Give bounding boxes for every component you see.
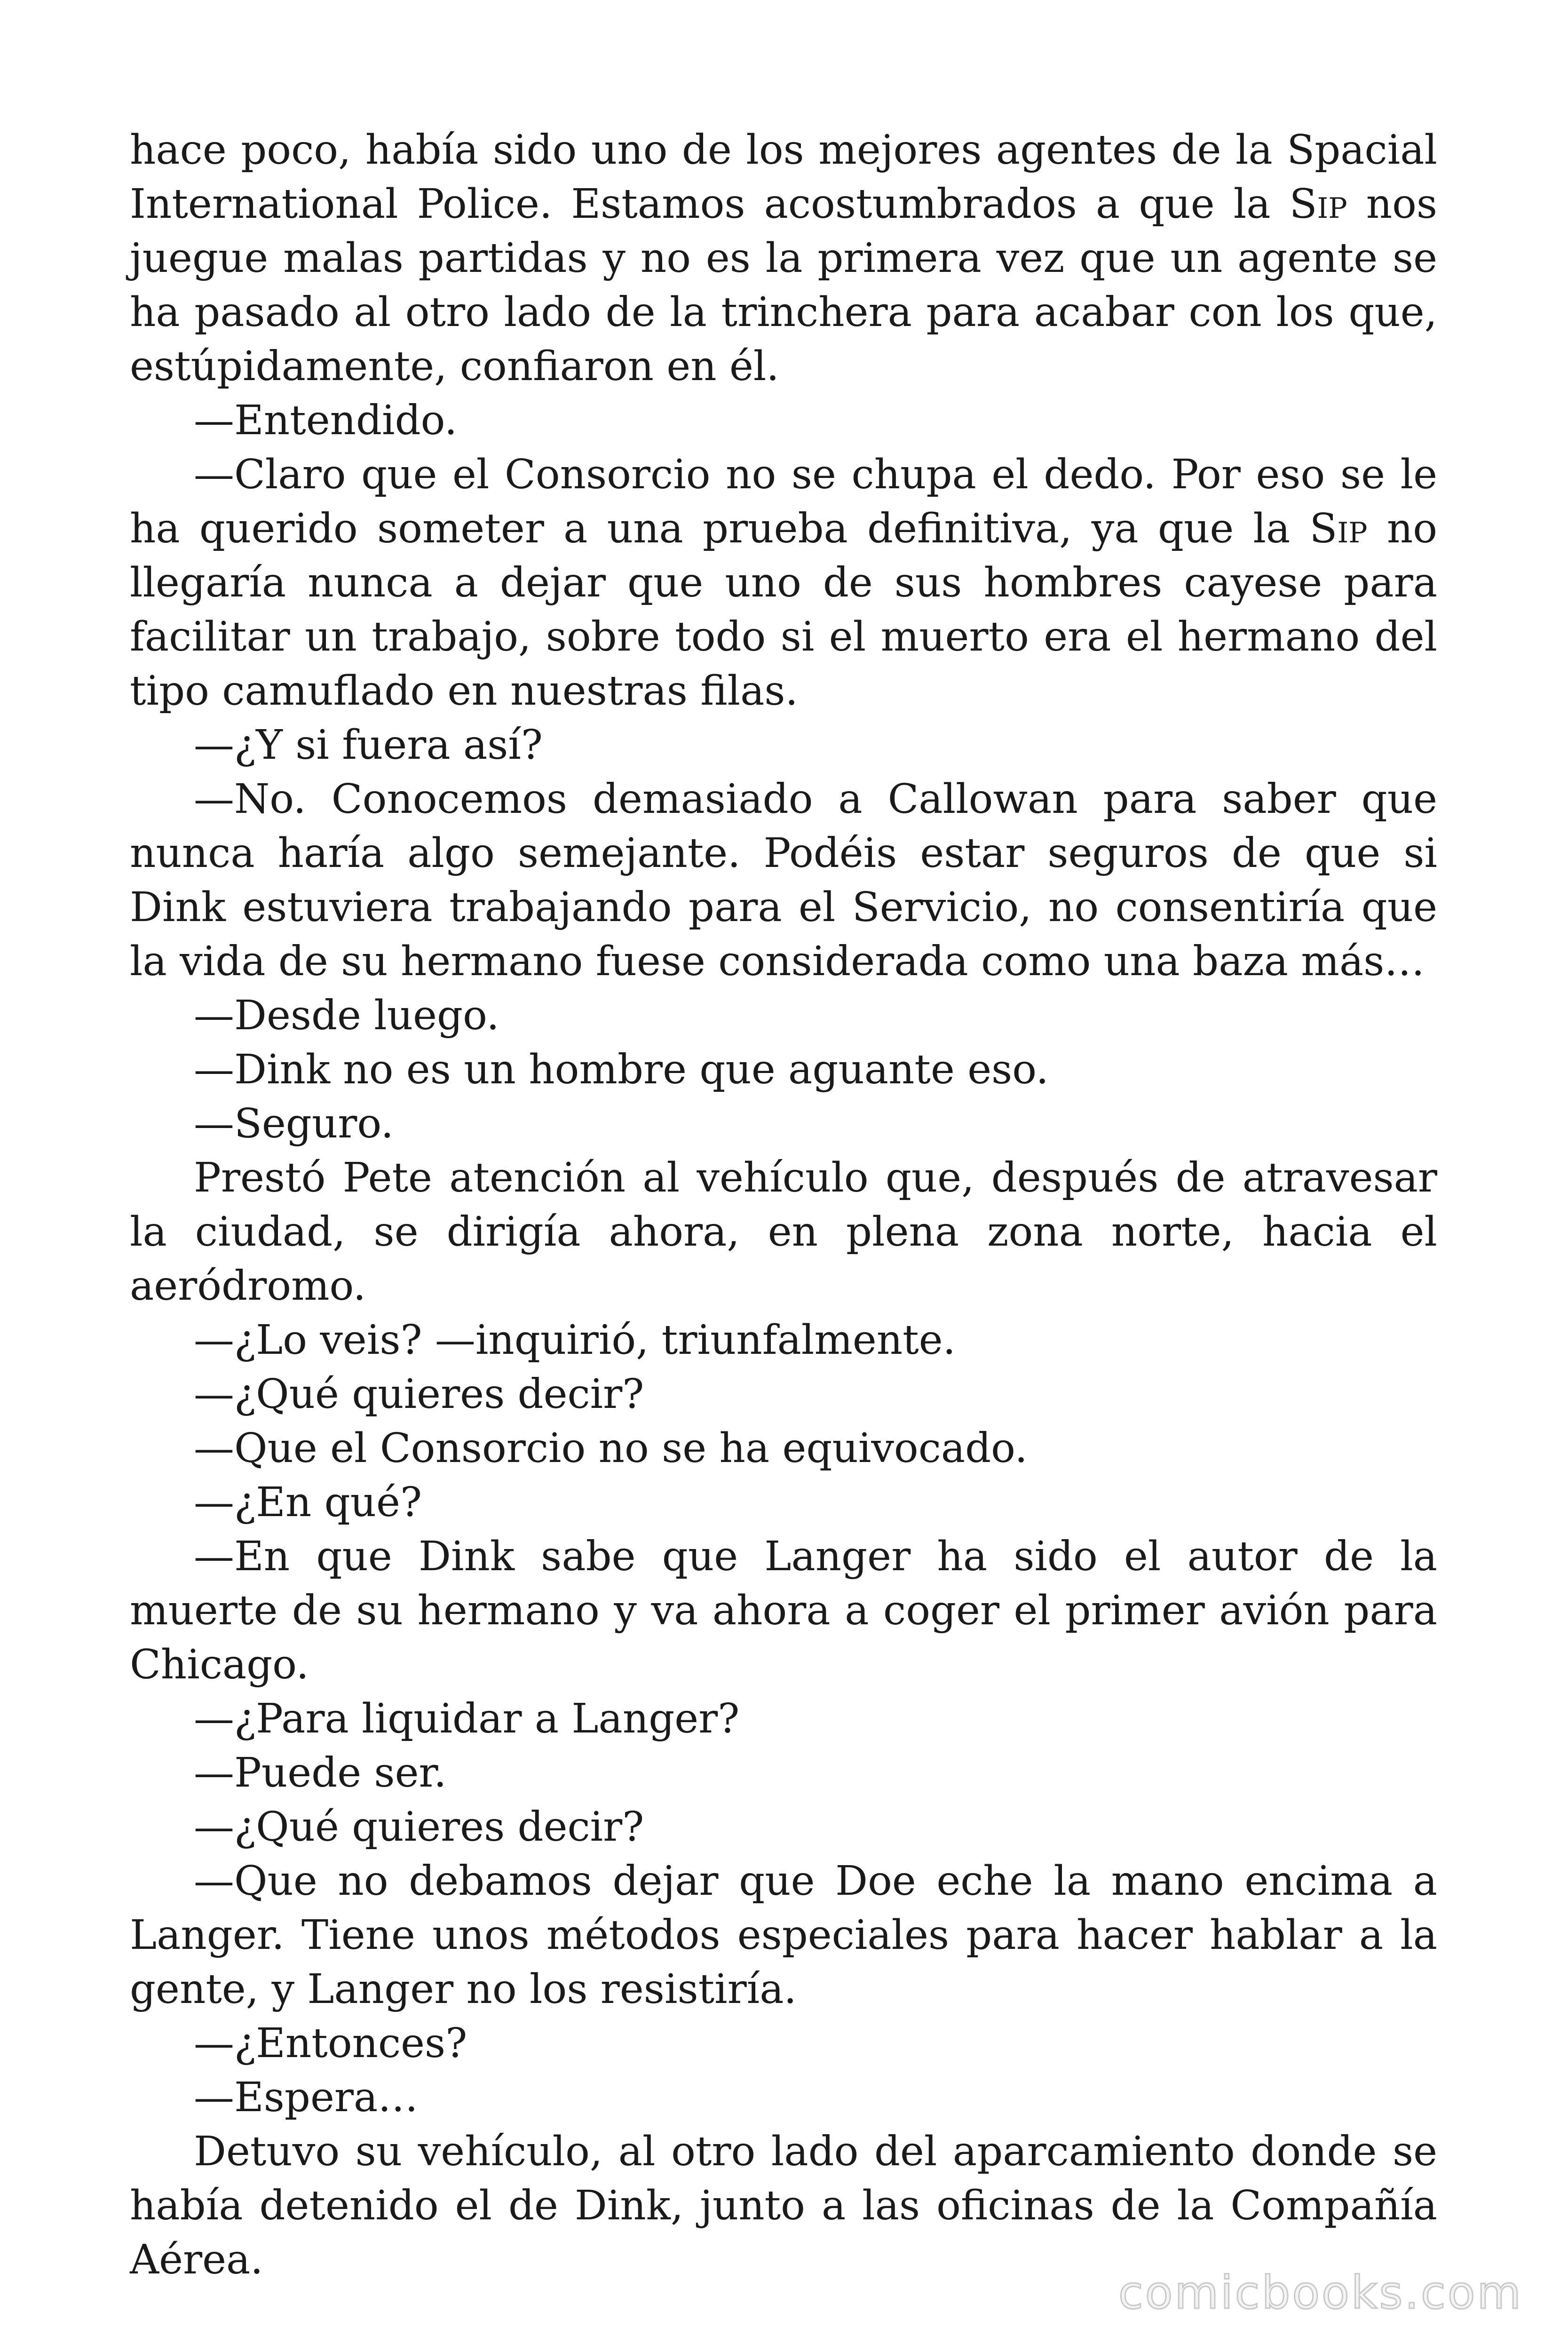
- paragraph: —¿En qué?: [194, 1479, 422, 1526]
- paragraph: —Entendido.: [194, 397, 458, 444]
- paragraph: —¿Entonces?: [194, 2020, 467, 2067]
- paragraph: —Dink no es un hombre que aguante eso.: [194, 1046, 1049, 1093]
- watermark: comicbooks.com: [1118, 2266, 1523, 2319]
- body-text: [130, 123, 1437, 2287]
- paragraph: —Puede ser.: [194, 1749, 447, 1796]
- paragraph: —Seguro.: [194, 1100, 394, 1147]
- paragraph: —Que el Consorcio no se ha equivocado.: [194, 1425, 1028, 1472]
- sip-acronym: Sip: [1289, 181, 1347, 228]
- paragraph: Detuvo su vehículo, al otro lado del aparcamiento donde se había detenido el de Dink, junto a las oficinas de la Compañía Aérea.: [130, 2128, 1437, 2283]
- paragraph: —No. Conocemos demasiado a Callowan para saber que nunca haría algo semejante. Podéis estar seguros de que si Dink estuviera trabajando para el Servicio, no consentiría que la vida de su hermano fuese considerada como una baza más…: [130, 776, 1437, 985]
- paragraph: —¿Qué quieres decir?: [194, 1371, 644, 1418]
- sip-acronym: Sip: [1309, 505, 1368, 552]
- paragraph: —En que Dink sabe que Langer ha sido el autor de la muerte de su hermano y va ahora a coger el primer avión para Chicago.: [130, 1533, 1437, 1688]
- paragraph: hace poco, había sido uno de los mejores agentes de la Spacial International Police. Estamos acostumbrados a que la Sip nos juegue malas partidas y no es la primera vez que un agente se ha pasado al otro lado de la trinchera para acabar con los que, estúpidamente, confiaron en él.: [130, 127, 1437, 390]
- paragraph: —¿Qué quieres decir?: [194, 1804, 644, 1851]
- paragraph: —Desde luego.: [194, 992, 499, 1039]
- paragraph: —¿Lo veis? —inquirió, triunfalmente.: [194, 1317, 956, 1364]
- paragraph: —Que no debamos dejar que Doe eche la mano encima a Langer. Tiene unos métodos especiales para hacer hablar a la gente, y Langer no los resistiría.: [130, 1858, 1437, 2013]
- paragraph: —Espera…: [194, 2074, 419, 2121]
- paragraph: —¿Para liquidar a Langer?: [194, 1695, 740, 1742]
- paragraph: —¿Y si fuera así?: [194, 722, 543, 769]
- paragraph: —Claro que el Consorcio no se chupa el dedo. Por eso se le ha querido someter a una prueba definitiva, ya que la Sip no llegaría nunca a dejar que uno de sus hombres cayese para facilitar un trabajo, sobre todo si el muerto era el hermano del tipo camuflado en nuestras filas.: [130, 451, 1437, 715]
- paragraph: Prestó Pete atención al vehículo que, después de atravesar la ciudad, se dirigía ahora, en plena zona norte, hacia el aeródromo.: [130, 1154, 1437, 1310]
